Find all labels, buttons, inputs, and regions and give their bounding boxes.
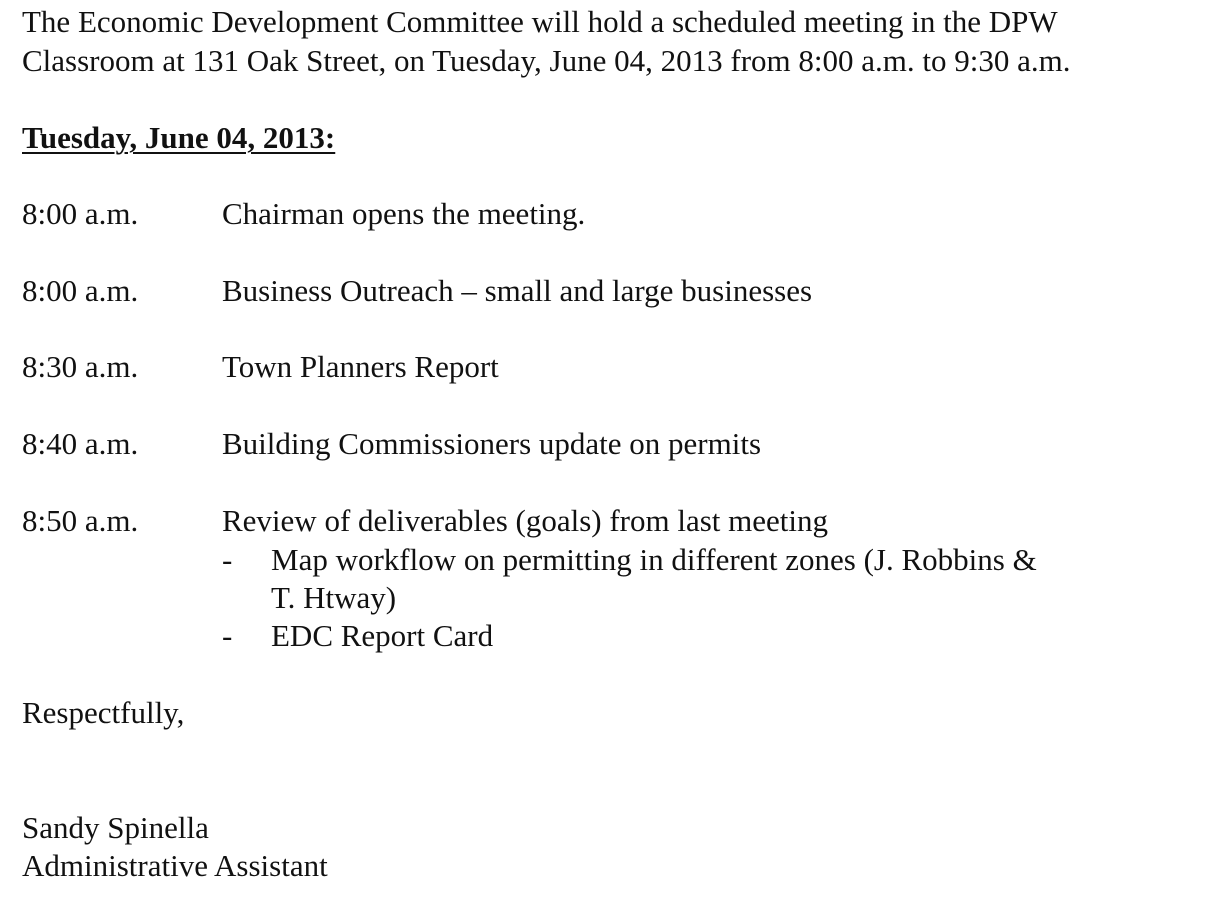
bullet-dash: - (222, 618, 233, 653)
subitem-text: EDC Report Card (271, 618, 494, 653)
agenda-date-heading: Tuesday, June 04, 2013: (22, 120, 336, 155)
closing: Respectfully, (22, 695, 185, 730)
agenda-item: Chairman opens the meeting. (222, 196, 586, 231)
agenda-time: 8:30 a.m. (22, 349, 139, 384)
agenda-time: 8:00 a.m. (22, 196, 139, 231)
intro-line-2: Classroom at 131 Oak Street, on Tuesday, June 04, 2013 from 8:00 a.m. to 9:30 a.m. (22, 43, 1071, 78)
agenda-time: 8:50 a.m. (22, 503, 139, 538)
agenda-item: Review of deliverables (goals) from last meeting (222, 503, 829, 538)
subitem-text-line-2: T. Htway) (271, 580, 397, 615)
intro-line-1: The Economic Development Committee will hold a scheduled meeting in the DPW (22, 4, 1058, 39)
signature-name: Sandy Spinella (22, 810, 209, 845)
agenda-item: Town Planners Report (222, 349, 499, 384)
subitem-text-line-1: Map workflow on permitting in different zones (J. Robbins & (271, 542, 1037, 577)
bullet-dash: - (222, 542, 233, 577)
agenda-time: 8:00 a.m. (22, 273, 139, 308)
signature-title: Administrative Assistant (22, 848, 328, 883)
agenda-time: 8:40 a.m. (22, 426, 139, 461)
agenda-item: Business Outreach – small and large businesses (222, 273, 813, 308)
agenda-item: Building Commissioners update on permits (222, 426, 762, 461)
